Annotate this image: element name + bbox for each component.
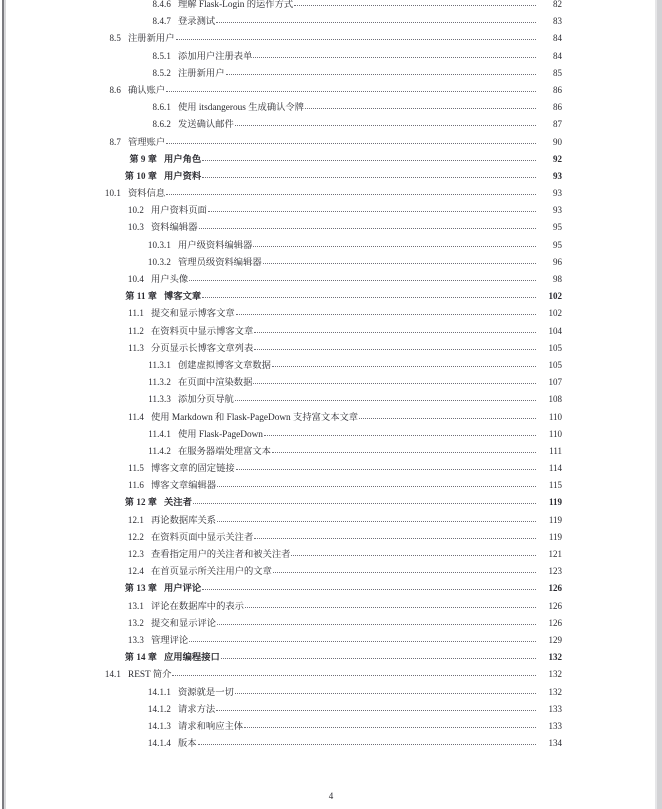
- toc-entry-page-number: 121: [548, 549, 562, 559]
- toc-entry[interactable]: [0, 99, 562, 116]
- toc-entry[interactable]: [0, 134, 562, 151]
- toc-entry-number: 13.2: [127, 617, 144, 628]
- toc-entry-page-number: 132: [548, 686, 562, 697]
- toc-entry-number: 11.3.3: [148, 394, 171, 405]
- toc-entry-label: 在页面中渲染数据: [178, 378, 253, 389]
- toc-dot-leader: [359, 411, 536, 420]
- toc-entry-number: 8.6: [109, 84, 121, 95]
- toc-entry-page-number: 108: [548, 394, 562, 405]
- toc-entry-label: 使用 Markdown 和 Flask-PageDown 支持富文本文章: [151, 412, 359, 423]
- toc-entry-page-number: 104: [548, 325, 562, 336]
- toc-entry-page-number: 90: [553, 136, 562, 147]
- toc-entry-number: 8.6.1: [152, 102, 171, 113]
- toc-entry[interactable]: [0, 168, 562, 185]
- toc-entry-label: 在首页显示所关注用户的文章: [151, 567, 272, 578]
- toc-dot-leader: [254, 531, 536, 540]
- toc-entry-label: 管理员级资料编辑器: [178, 257, 262, 268]
- toc-entry-label: 使用 Flask-PageDown: [178, 429, 263, 440]
- toc-dot-leader: [244, 720, 536, 729]
- toc-entry[interactable]: [0, 512, 562, 529]
- toc-entry-page-number: 129: [548, 634, 562, 645]
- toc-entry-page-number: 86: [553, 102, 562, 113]
- toc-entry-number: 第 13 章: [124, 583, 157, 594]
- toc-entry-page-number: 93: [553, 188, 562, 199]
- toc-entry-number: 10.3: [127, 222, 144, 233]
- toc-dot-leader: [226, 67, 537, 76]
- toc-entry-number: 12.3: [127, 549, 144, 559]
- toc-dot-leader: [202, 582, 536, 591]
- toc-dot-leader: [217, 514, 536, 523]
- toc-entry-label: 用户角色: [164, 154, 202, 165]
- toc-entry-label: 资料编辑器: [151, 223, 198, 234]
- toc-entry-page-number: 83: [553, 16, 562, 27]
- toc-dot-leader: [294, 0, 536, 7]
- toc-entry[interactable]: [0, 529, 562, 546]
- toc-dot-leader: [253, 376, 536, 385]
- toc-dot-leader: [236, 462, 536, 471]
- toc-dot-leader: [272, 445, 536, 454]
- toc-dot-leader: [202, 290, 536, 299]
- toc-entry[interactable]: [0, 237, 562, 254]
- toc-dot-leader: [235, 393, 536, 402]
- toc-dot-leader: [166, 187, 536, 196]
- toc-entry[interactable]: [0, 305, 562, 322]
- toc-entry-page-number: 134: [548, 738, 562, 749]
- toc-dot-leader: [221, 651, 536, 660]
- toc-entry-page-number: 96: [553, 256, 562, 267]
- toc-dot-leader: [236, 307, 536, 316]
- toc-entry-label: 管理评论: [151, 635, 189, 646]
- toc-entry-page-number: 86: [553, 84, 562, 95]
- toc-entry[interactable]: [0, 82, 562, 99]
- toc-entry-number: 12.2: [127, 531, 144, 542]
- toc-entry[interactable]: [0, 701, 562, 718]
- toc-entry-label: 再论数据库关系: [151, 515, 217, 526]
- toc-entry-number: 11.3.1: [148, 359, 171, 370]
- toc-entry[interactable]: [0, 151, 562, 168]
- toc-entry-number: 10.2: [127, 205, 144, 216]
- toc-entry[interactable]: [0, 598, 562, 615]
- toc-entry-page-number: 93: [553, 170, 562, 181]
- toc-dot-leader: [199, 221, 537, 230]
- toc-entry-number: 11.3: [128, 342, 144, 353]
- toc-entry-label: 添加用户注册表单: [178, 51, 253, 62]
- toc-dot-leader: [202, 153, 536, 162]
- toc-entry-number: 12.1: [127, 514, 144, 525]
- toc-entry-number: 8.5: [109, 33, 121, 44]
- toc-entry-number: 11.1: [128, 308, 144, 319]
- toc-entry[interactable]: [0, 271, 562, 288]
- toc-dot-leader: [263, 256, 536, 265]
- toc-entry-number: 8.4.7: [152, 16, 171, 27]
- toc-entry[interactable]: [0, 684, 562, 701]
- toc-entry[interactable]: [0, 632, 562, 649]
- toc-dot-leader: [217, 479, 536, 488]
- toc-entry-number: 8.6.2: [152, 119, 171, 130]
- toc-dot-leader: [189, 273, 536, 282]
- toc-entry-page-number: 132: [548, 669, 562, 680]
- toc-entry-label: 发送确认邮件: [178, 120, 234, 131]
- toc-entry-number: 11.4: [128, 411, 144, 422]
- toc-entry-label: 应用编程接口: [164, 653, 220, 664]
- toc-entry-page-number: 105: [548, 359, 562, 370]
- toc-entry-number: 12.4: [127, 566, 144, 577]
- toc-entry[interactable]: [0, 718, 562, 735]
- toc-entry-number: 11.3.2: [148, 377, 171, 388]
- toc-entry-page-number: 111: [549, 445, 562, 456]
- toc-entry-label: 理解 Flask-Login 的运作方式: [178, 0, 294, 10]
- toc-entry-page-number: 95: [553, 222, 562, 233]
- toc-dot-leader: [166, 84, 536, 93]
- toc-entry-page-number: 84: [553, 33, 562, 44]
- toc-entry-number: 第 12 章: [124, 497, 157, 508]
- toc-dot-leader: [189, 634, 536, 643]
- toc-entry[interactable]: [0, 391, 562, 408]
- toc-entry[interactable]: [0, 735, 562, 752]
- toc-dot-leader: [254, 325, 536, 334]
- toc-entry-number: 第 10 章: [124, 170, 157, 181]
- toc-entry[interactable]: [0, 116, 562, 133]
- toc-entry[interactable]: [0, 615, 562, 632]
- toc-entry[interactable]: [0, 340, 562, 357]
- toc-entry-label: 博客文章: [164, 292, 202, 303]
- toc-entry-page-number: 102: [548, 308, 562, 319]
- toc-entry-label: REST 简介: [128, 670, 172, 681]
- toc-entry-page-number: 98: [553, 274, 562, 284]
- toc-dot-leader: [235, 686, 536, 695]
- toc-entry[interactable]: [0, 185, 562, 202]
- toc-entry[interactable]: [0, 357, 562, 374]
- toc-entry-label: 查看指定用户的关注者和被关注者: [151, 550, 291, 560]
- toc-entry[interactable]: [0, 580, 562, 597]
- toc-entry[interactable]: [0, 288, 562, 305]
- toc-entry-page-number: 123: [548, 566, 562, 577]
- toc-entry-label: 管理账户: [128, 137, 166, 148]
- toc-entry[interactable]: [0, 374, 562, 391]
- toc-dot-leader: [176, 32, 537, 41]
- toc-entry-page-number: 92: [553, 153, 562, 164]
- toc-entry-number: 11.4.1: [148, 428, 171, 439]
- toc-entry-number: 8.5.1: [152, 50, 171, 61]
- toc-entry-number: 14.1.1: [147, 686, 171, 697]
- toc-dot-leader: [264, 428, 536, 437]
- toc-dot-leader: [273, 565, 536, 574]
- toc-entry-label: 分页显示长博客文章列表: [151, 343, 254, 354]
- toc-entry-number: 14.1.2: [147, 703, 171, 714]
- toc-entry-label: 在资料页中显示博客文章: [151, 326, 254, 337]
- toc-dot-leader: [253, 239, 536, 248]
- toc-entry[interactable]: [0, 48, 562, 65]
- toc-entry-number: 14.1: [104, 669, 121, 680]
- toc-entry[interactable]: [0, 30, 562, 47]
- toc-entry[interactable]: [0, 460, 562, 477]
- toc-entry[interactable]: [0, 494, 562, 511]
- toc-dot-leader: [166, 136, 536, 145]
- toc-entry[interactable]: [0, 409, 562, 426]
- toc-entry-page-number: 126: [548, 583, 562, 594]
- toc-entry-label: 博客文章的固定链接: [151, 464, 235, 475]
- toc-entry-page-number: 126: [548, 600, 562, 611]
- toc-entry[interactable]: [0, 219, 562, 236]
- toc-entry-label: 创建虚拟博客文章数据: [178, 360, 271, 371]
- toc-entry[interactable]: [0, 477, 562, 494]
- toc-entry-page-number: 95: [553, 239, 562, 250]
- toc-dot-leader: [216, 15, 536, 24]
- toc-entry-label: 添加分页导航: [178, 395, 234, 406]
- toc-entry-number: 10.1: [104, 188, 121, 199]
- toc-entry-label: 用户评论: [164, 584, 202, 595]
- toc-dot-leader: [245, 600, 536, 609]
- toc-entry-number: 14.1.3: [147, 720, 171, 731]
- toc-entry-label: 资料信息: [128, 189, 166, 200]
- toc-entry-page-number: 93: [553, 205, 562, 216]
- toc-entry-number: 11.6: [128, 480, 144, 491]
- toc-dot-leader: [254, 342, 536, 351]
- toc-entry-label: 登录测试: [178, 17, 216, 28]
- toc-entry-label: 博客文章编辑器: [151, 481, 217, 492]
- toc-entry-page-number: 119: [548, 514, 562, 525]
- toc-entry-page-number: 132: [548, 652, 562, 663]
- toc-entry[interactable]: [0, 426, 562, 443]
- toc-dot-leader: [172, 668, 536, 677]
- toc-dot-leader: [193, 496, 536, 505]
- toc-dot-leader: [217, 617, 536, 626]
- toc-entry[interactable]: [0, 0, 562, 13]
- toc-entry[interactable]: [0, 666, 562, 683]
- toc-entry-number: 10.3.1: [147, 239, 171, 250]
- toc-entry-number: 8.5.2: [152, 67, 171, 78]
- toc-entry-label: 版本: [178, 739, 197, 750]
- toc-entry-number: 14.1.4: [147, 738, 171, 749]
- toc-entry[interactable]: [0, 649, 562, 666]
- toc-entry-label: 请求和响应主体: [178, 721, 244, 732]
- toc-entry-number: 11.5: [128, 463, 144, 474]
- toc-entry-label: 在服务器端处理富文本: [178, 446, 271, 457]
- toc-entry-label: 注册新用户: [178, 68, 225, 79]
- toc-entry-page-number: 107: [548, 377, 562, 388]
- page-folio: 4: [328, 791, 334, 801]
- toc-entry-label: 提交和显示评论: [151, 618, 217, 629]
- toc-dot-leader: [216, 703, 536, 712]
- toc-entry-page-number: 133: [548, 703, 562, 714]
- toc-entry[interactable]: [0, 563, 562, 580]
- toc-entry-number: 第 14 章: [124, 652, 157, 663]
- toc-entry-number: 第 9 章: [129, 153, 157, 164]
- toc-entry-label: 资源就是一切: [178, 687, 234, 698]
- toc-entry-page-number: 105: [548, 342, 562, 353]
- toc-entry-number: 8.4.6: [152, 0, 171, 9]
- toc-entry-page-number: 82: [553, 0, 562, 9]
- toc-entry-number: 10.4: [127, 274, 144, 284]
- toc-entry-label: 请求方法: [178, 704, 216, 715]
- toc-entry[interactable]: [0, 13, 562, 30]
- toc-dot-leader: [291, 548, 536, 557]
- toc-dot-leader: [272, 359, 536, 368]
- toc-entry-page-number: 110: [548, 411, 562, 422]
- toc-entry-page-number: 84: [553, 50, 562, 61]
- toc-entry-label: 使用 itsdangerous 生成确认令牌: [178, 103, 305, 114]
- toc-entry-label: 用户头像: [151, 275, 189, 285]
- toc-entry[interactable]: [0, 443, 562, 460]
- toc-entry-label: 提交和显示博客文章: [151, 309, 235, 320]
- toc-dot-leader: [235, 118, 536, 127]
- toc-entry-number: 11.2: [128, 325, 144, 336]
- toc-entry[interactable]: [0, 65, 562, 82]
- toc-entry-page-number: 115: [548, 480, 562, 491]
- toc-entry-number: 13.1: [127, 600, 144, 611]
- toc-entry-label: 注册新用户: [128, 34, 175, 45]
- toc-entry-label: 用户资料页面: [151, 206, 207, 217]
- toc-entry-number: 13.3: [127, 634, 144, 645]
- toc-entry[interactable]: [0, 202, 562, 219]
- toc-entry-number: 11.4.2: [148, 445, 171, 456]
- toc-entry-page-number: 133: [548, 720, 562, 731]
- toc-entry[interactable]: [0, 323, 562, 340]
- toc-dot-leader: [202, 170, 536, 179]
- toc-entry-number: 8.7: [109, 136, 121, 147]
- toc-entry-label: 在资料页面中显示关注者: [151, 532, 254, 543]
- toc-entry-page-number: 102: [548, 291, 562, 302]
- toc-entry-label: 确认账户: [128, 85, 166, 96]
- toc-dot-leader: [305, 101, 536, 110]
- toc-entry-number: 10.3.2: [147, 256, 171, 267]
- toc-entry[interactable]: [0, 254, 562, 271]
- toc-entry-page-number: 114: [548, 463, 562, 474]
- toc-entry-label: 关注者: [164, 498, 192, 509]
- toc-entry-page-number: 119: [548, 497, 562, 508]
- toc-entry-page-number: 119: [548, 531, 562, 542]
- toc-entry-page-number: 126: [548, 617, 562, 628]
- toc-entry-label: 评论在数据库中的表示: [151, 601, 244, 612]
- toc-dot-leader: [208, 204, 536, 213]
- toc-entry-page-number: 110: [548, 428, 562, 439]
- toc-entry-label: 用户资料: [164, 171, 202, 182]
- toc-entry-number: 第 11 章: [125, 291, 157, 302]
- toc-entry-page-number: 85: [553, 67, 562, 78]
- toc-entry[interactable]: [0, 546, 562, 563]
- toc-entry-label: 用户级资料编辑器: [178, 240, 253, 251]
- toc-dot-leader: [198, 737, 536, 746]
- toc-dot-leader: [253, 50, 536, 59]
- toc-entry-page-number: 87: [553, 119, 562, 130]
